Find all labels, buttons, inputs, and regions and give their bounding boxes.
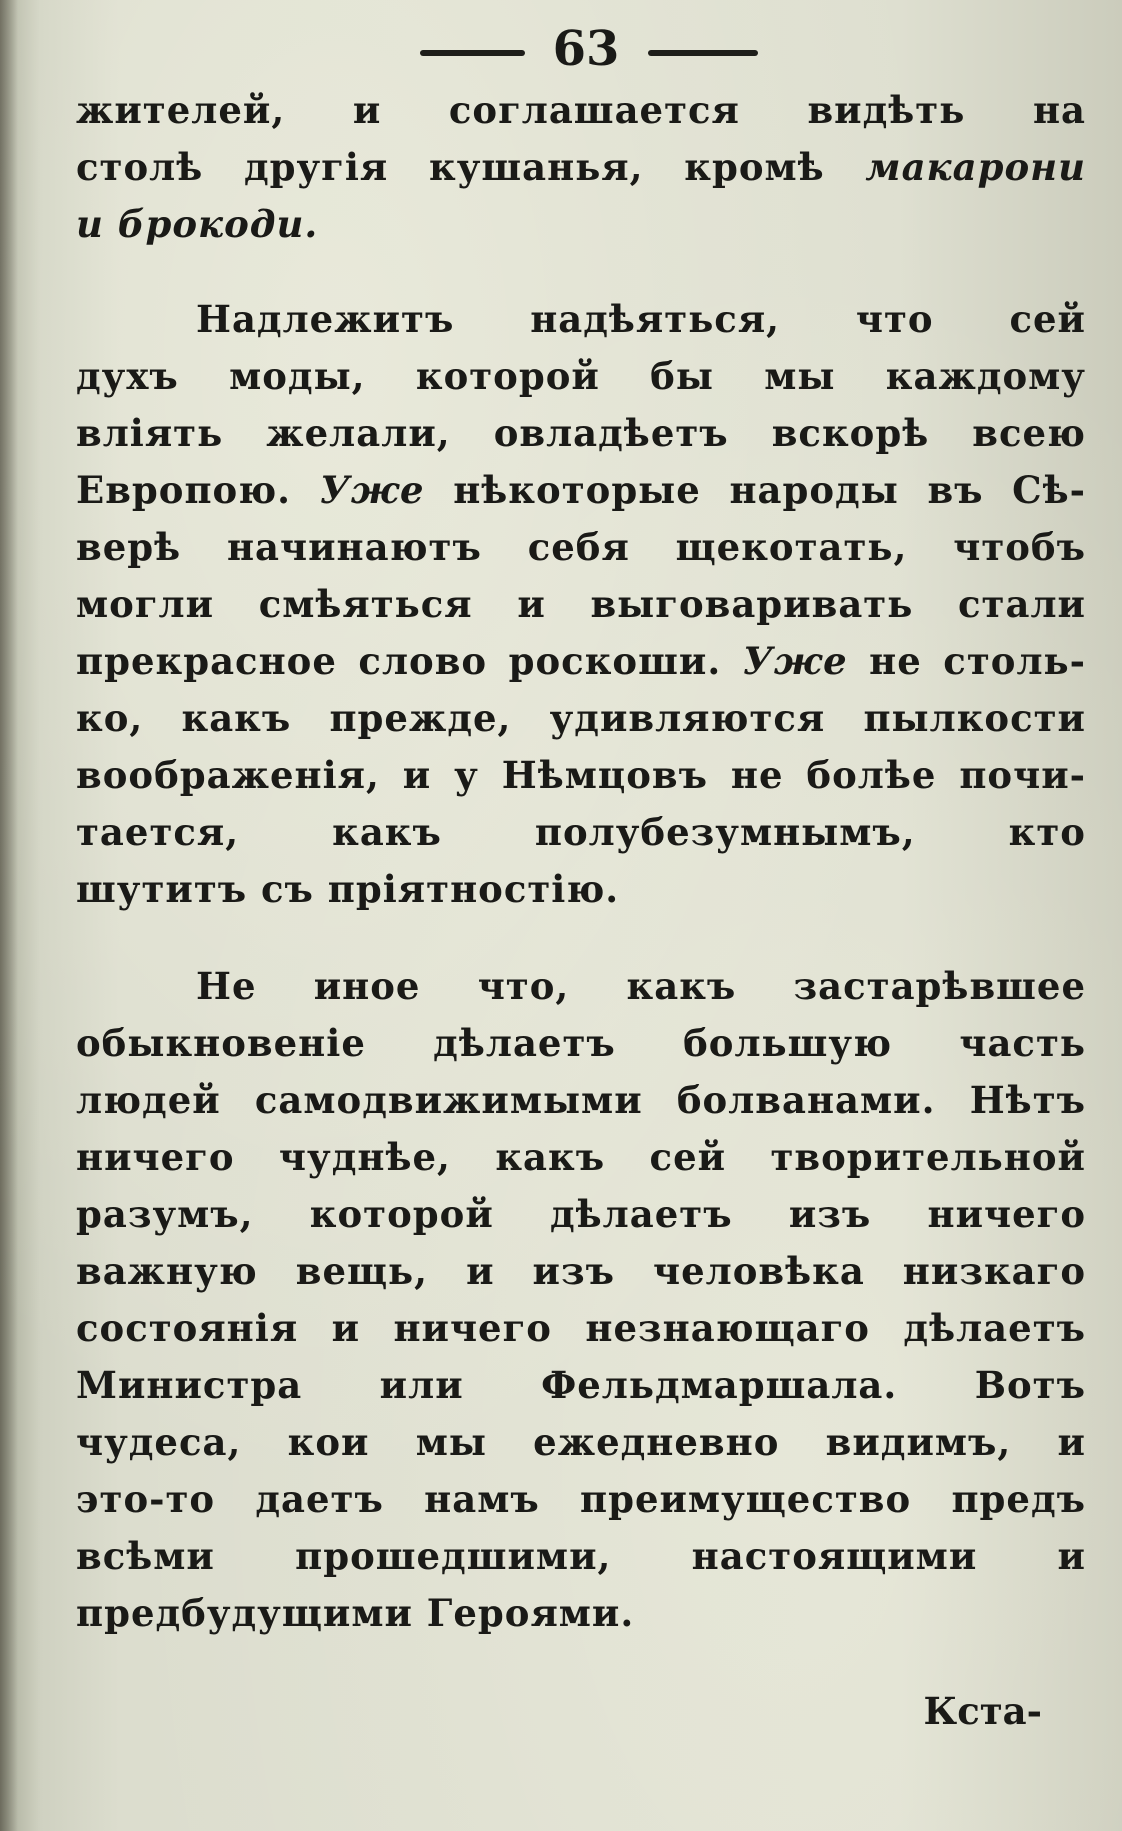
text-line: воображенія, и у Нѣмцовъ не болѣе почи- <box>76 753 1086 797</box>
text-line: важную вещь, и изъ человѣка низкаго <box>76 1249 1086 1293</box>
text-line: всѣми прошедшими, настоящими и <box>76 1534 1086 1578</box>
text-line: чудеса, кои мы ежедневно видимъ, и <box>76 1420 1086 1464</box>
text-line: влiять желали, овладѣетъ вскорѣ всею <box>76 411 1086 455</box>
text-line: могли смѣяться и выговаривать стали <box>76 582 1086 626</box>
page-gutter-shadow <box>0 0 18 1831</box>
text-line: шутитъ съ пріятностію. <box>76 867 620 911</box>
text-line: предбудущими Героями. <box>76 1591 635 1635</box>
text-line: прекрасное слово роскоши. Уже не столь- <box>76 639 1087 683</box>
text-line: столѣ другія кушанья, кромѣ макарони <box>76 145 1086 189</box>
text-line: обыкновеніе дѣлаетъ большую часть <box>76 1021 1086 1065</box>
text-line: и брокоди. <box>76 202 319 246</box>
text-line: Министра или Фельдмаршала. Вотъ <box>76 1363 1086 1407</box>
text-line: жителей, и соглашается видѣть на <box>76 88 1086 132</box>
text-line: Не иное что, какъ застарѣвшее <box>196 964 1086 1008</box>
text-line: ко, какъ прежде, удивляются пылкости <box>76 696 1086 740</box>
page-number: 63 <box>552 21 620 77</box>
text-line: Европою. Уже нѣкоторые народы въ Сѣ- <box>76 468 1086 512</box>
page-header <box>0 14 1122 84</box>
text-line: ничего чуднѣе, какъ сей творительной <box>76 1135 1086 1179</box>
header-rule-left <box>420 50 525 56</box>
header-rule-right <box>648 50 758 56</box>
text-line: это-то даетъ намъ преимущество предъ <box>76 1477 1086 1521</box>
text-line: людей самодвижимыми болванами. Нѣтъ <box>76 1078 1086 1122</box>
text-line: разумъ, которой дѣлаетъ изъ ничего <box>76 1192 1086 1236</box>
text-line: состоянія и ничего незнающаго дѣлаетъ <box>76 1306 1086 1350</box>
text-line: Надлежитъ надѣяться, что сей <box>196 297 1086 341</box>
text-line: верѣ начинаютъ себя щекотать, чтобъ <box>76 525 1086 569</box>
text-line: духъ моды, которой бы мы каждому <box>76 354 1086 398</box>
text-line: тается, какъ полубезумнымъ, кто <box>76 810 1086 854</box>
catchword: Кста- <box>923 1689 1042 1733</box>
